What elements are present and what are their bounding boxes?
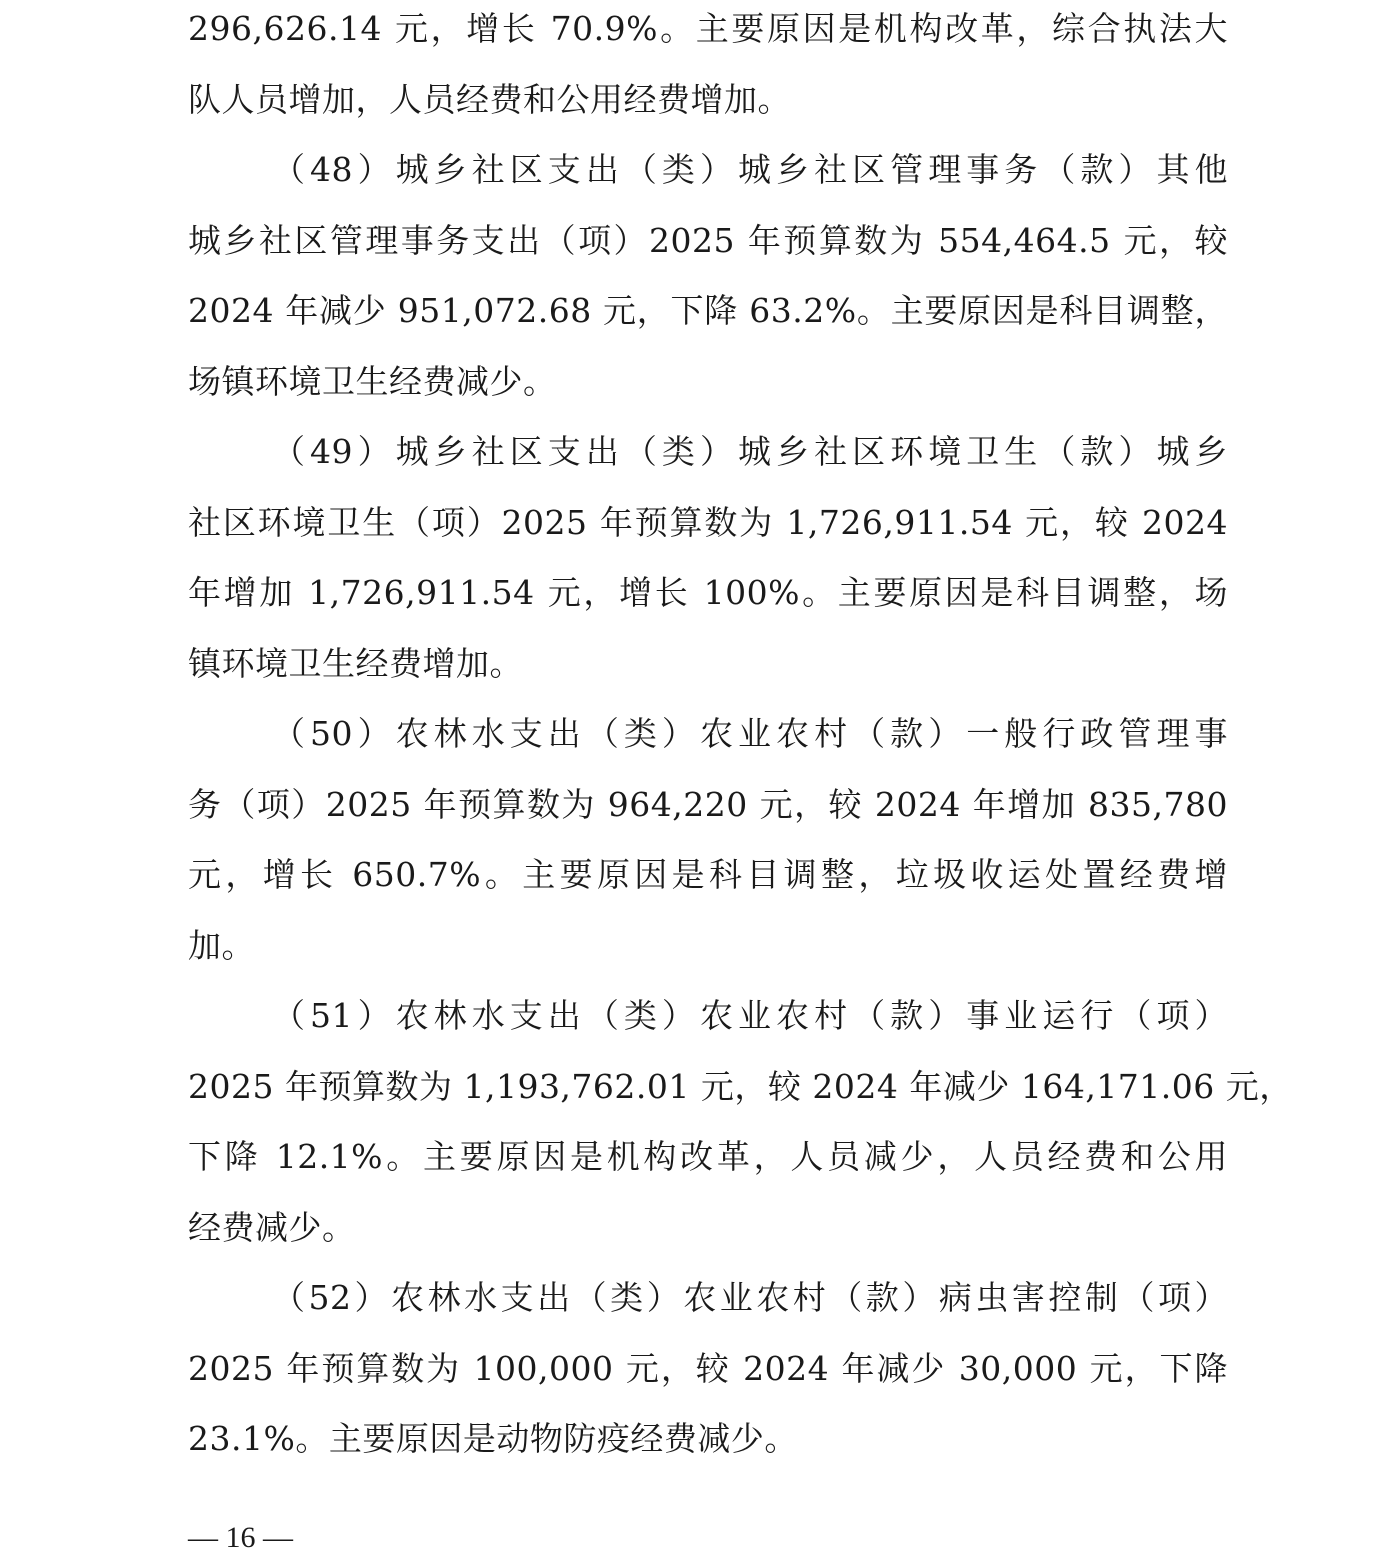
paragraph-47-continuation	[188, 0, 1228, 135]
text-line: 下降 12.1%。主要原因是机构改革，人员减少，人员经费和公用	[188, 1137, 1228, 1176]
text-line: 23.1%。主要原因是动物防疫经费减少。	[188, 1419, 798, 1458]
text-line: 队人员增加，人员经费和公用经费增加。	[188, 79, 791, 119]
text-line: 年增加 1,726,911.54 元，增长 100%。主要原因是科目调整，场	[188, 573, 1228, 612]
text-line: 务（项）2025 年预算数为 964,220 元，较 2024 年增加 835,780	[188, 784, 1228, 824]
text-line: （50）农林水支出（类）农业农村（款）一般行政管理事	[272, 714, 1228, 753]
paragraph-50	[188, 699, 1228, 981]
text-line: 场镇环境卫生经费减少。	[188, 361, 557, 401]
paragraph-49	[188, 417, 1228, 699]
document-body	[188, 0, 1293, 1475]
text-line: 社区环境卫生（项）2025 年预算数为 1,726,911.54 元，较 2024	[188, 502, 1228, 542]
text-line: 296,626.14 元，增长 70.9%。主要原因是机构改革，综合执法大	[188, 9, 1228, 48]
text-line: 元，增长 650.7%。主要原因是科目调整，垃圾收运处置经费增	[188, 855, 1228, 894]
text-line: （48）城乡社区支出（类）城乡社区管理事务（款）其他	[272, 150, 1228, 189]
paragraph-48	[188, 135, 1228, 417]
text-line: 2025 年预算数为 1,193,762.01 元，较 2024 年减少 164,171.06 元，	[188, 1066, 1293, 1106]
text-line: 2024 年减少 951,072.68 元，下降 63.2%。主要原因是科目调整，	[188, 291, 1228, 330]
text-line: 镇环境卫生经费增加。	[188, 643, 523, 683]
text-line: （51）农林水支出（类）农业农村（款）事业运行（项）	[272, 996, 1228, 1035]
paragraph-52	[188, 1263, 1228, 1475]
text-line: （49）城乡社区支出（类）城乡社区环境卫生（款）城乡	[272, 432, 1228, 471]
text-line: 2025 年预算数为 100,000 元，较 2024 年减少 30,000 元，下降	[188, 1348, 1228, 1388]
text-line: （52）农林水支出（类）农业农村（款）病虫害控制（项）	[272, 1278, 1228, 1317]
text-line: 经费减少。	[188, 1207, 356, 1247]
paragraph-51	[188, 981, 1293, 1263]
text-line: 城乡社区管理事务支出（项）2025 年预算数为 554,464.5 元，较	[188, 220, 1228, 260]
text-line: 加。	[188, 925, 255, 965]
page-number: — 16 —	[188, 1521, 293, 1554]
